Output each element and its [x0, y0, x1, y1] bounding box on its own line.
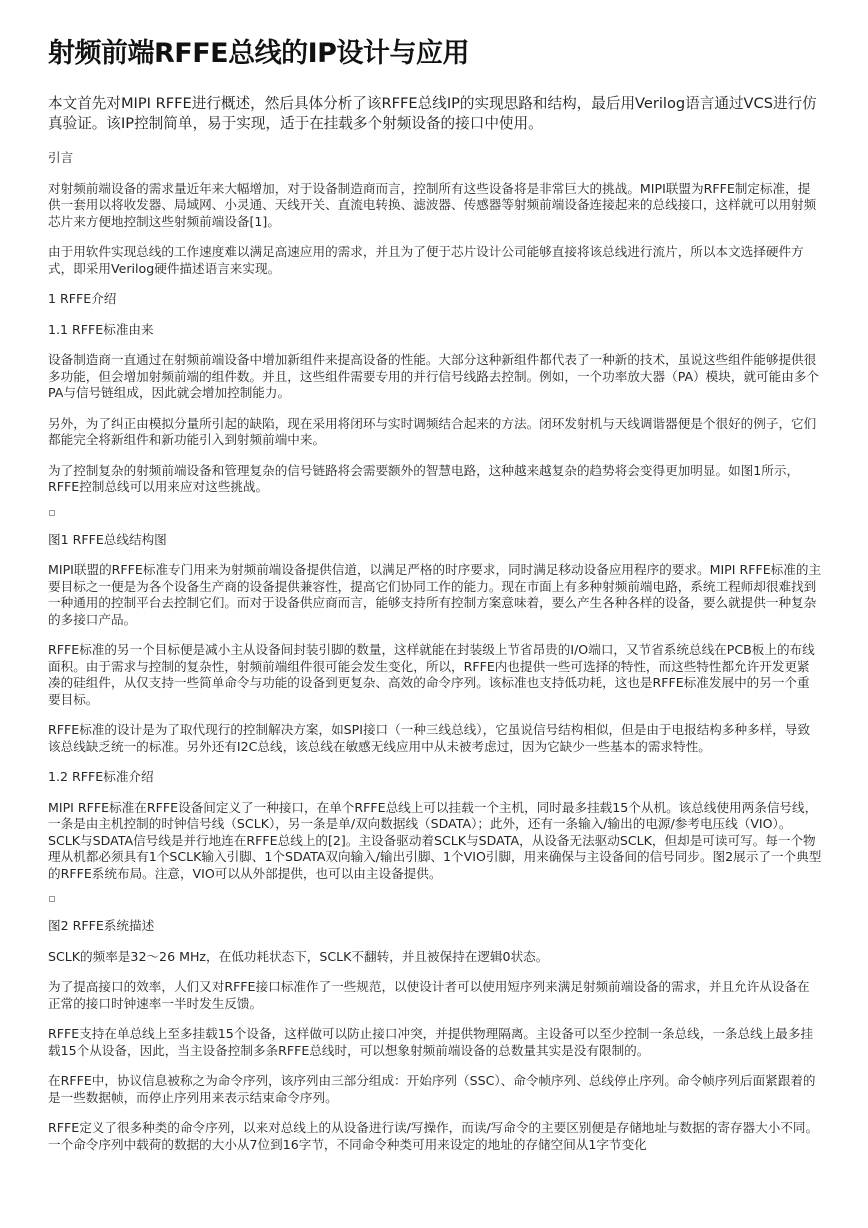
- body-paragraph: RFFE标准的设计是为了取代现行的控制解决方案，如SPI接口（一种三线总线），它虽说信号结构相似，但是由于电报结构多种多样，导致该总线缺乏统一的标准。另外还有I2C总线，该总线在敏感无线应用中从未被考虑过，因为它缺少一些基本的需求特性。: [48, 722, 811, 754]
- article-body: [48, 150, 822, 1153]
- body-paragraph: 另外，为了纠正由模拟分量所引起的缺陷，现在采用将闭环与实时调频结合起来的方法。闭环发射机与天线调谐器便是个很好的例子，它们都能完全将新组件和新功能引入到射频前端中来。: [48, 415, 817, 447]
- body-paragraph: 为了提高接口的效率，人们又对RFFE接口标准作了一些规范，以使设计者可以使用短序列来满足射频前端设备的需求，并且允许从设备在正常的接口时钟速率一半时发生反馈。: [48, 979, 810, 1011]
- section-heading: 图2 RFFE系统描述: [48, 918, 155, 933]
- section-heading: 1.2 RFFE标准介绍: [48, 769, 154, 784]
- body-paragraph: MIPI联盟的RFFE标准专门用来为射频前端设备提供信道，以满足严格的时序要求，同时满足移动设备应用程序的要求。MIPI RFFE标准的主要目标之一便是为各个设备生产商的设备提供兼容性，提高它们协同工作的能力。现在市面上有多种射频前端电路，系统工程师却很难找到一种通用的控制平台去控制它们。而对于设备供应商而言，能够支持所有控制方案意味着，要么产生各种各样的设备，要么就提供一种复杂的多接口产品。: [48, 562, 822, 627]
- body-paragraph: 对射频前端设备的需求量近年来大幅增加，对于设备制造商而言，控制所有这些设备将是非常巨大的挑战。MIPI联盟为RFFE制定标准，提供一套用以将收发器、局域网、小灵通、天线开关、直流电转换、滤波器、传感器等射频前端设备连接起来的总线接口，这样就可以用射频芯片来方便地控制这些射频前端设备[1]。: [48, 180, 817, 229]
- body-paragraph: RFFE定义了很多种类的命令序列，以来对总线上的从设备进行读/写操作，而读/写命令的主要区别便是存储地址与数据的寄存器大小不同。一个命令序列中载荷的数据的大小从7位到16字节，不同命令种类可用来设定的地址的存储空间从1字节变化: [48, 1120, 819, 1152]
- section-heading: 1.1 RFFE标准由来: [48, 321, 154, 337]
- section-heading: 图1 RFFE总线结构图: [48, 531, 167, 547]
- body-paragraph: 由于用软件实现总线的工作速度难以满足高速应用的需求，并且为了便于芯片设计公司能够直接将该总线进行流片，所以本文选择硬件方式，即采用Verilog硬件描述语言来实现。: [48, 244, 804, 276]
- section-heading: 引言: [48, 150, 74, 165]
- body-paragraph: 设备制造商一直通过在射频前端设备中增加新组件来提高设备的性能。大部分这种新组件都代表了一种新的技术，虽说这些组件能够提供很多功能，但会增加射频前端的组件数。并且，这些组件需要专用的并行信号线路去控制。例如，一个功率放大器（PA）模块，就可能由多个PA与信号链组成，因此就会增加控制能力。: [48, 352, 820, 400]
- body-paragraph: 在RFFE中，协议信息被称之为命令序列，该序列由三部分组成：开始序列（SSC）、命令帧序列、总线停止序列。命令帧序列后面紧跟着的是一些数据帧，而停止序列用来表示结束命令序列。: [48, 1073, 816, 1105]
- section-heading: 1 RFFE介绍: [48, 291, 117, 306]
- article-title: 射频前端RFFE总线的IP设计与应用: [48, 38, 469, 69]
- body-paragraph: MIPI RFFE标准在RFFE设备间定义了一种接口，在单个RFFE总线上可以挂载一个主机，同时最多挂载15个从机。该总线使用两条信号线，一条是由主机控制的时钟信号线（SCLK），另一条是单/双向数据线（SDATA）；此外，还有一条输入/输出的电源/参考电压线（VIO）。SCLK与SDATA信号线是并行地连在RFFE总线上的[2]。主设备驱动着SCLK与SDATA，从设备无法驱动SCLK，但却是可读可写。每一个物理从机都必须具有1个SCLK输入引脚、1个SDATA双向输入/输出引脚、1个VIO引脚，用来确保与主设备间的信号同步。图2展示了一个典型的RFFE系统布局。注意，VIO可以从外部提供，也可以由主设备提供。: [48, 799, 822, 881]
- body-paragraph: 为了控制复杂的射频前端设备和管理复杂的信号链路将会需要额外的智慧电路，这种越来越复杂的趋势将会变得更加明显。如图1所示，RFFE控制总线可以用来应对这些挑战。: [48, 462, 800, 494]
- figure-1-placeholder: [49, 510, 55, 516]
- article: [48, 34, 822, 1167]
- figure-2-placeholder: [49, 896, 55, 902]
- body-paragraph: RFFE标准的另一个目标便是减小主从设备间封装引脚的数量，这样就能在封装级上节省昂贵的I/O端口，又节省系统总线在PCB板上的布线面积。由于需求与控制的复杂性，射频前端组件很可能会发生变化，所以，RFFE内也提供一些可选择的特性，而这些特性都允许开发更紧凑的硅组件，从仅支持一些简单命令与功能的设备到更复杂、高效的命令序列。该标准也支持低功耗，这也是RFFE标准发展中的另一个重要目标。: [48, 642, 815, 707]
- body-paragraph: SCLK的频率是32～26 MHz，在低功耗状态下，SCLK不翻转，并且被保持在逻辑0状态。: [48, 948, 549, 964]
- article-abstract: 本文首先对MIPI RFFE进行概述，然后具体分析了该RFFE总线IP的实现思路和结构，最后用Verilog语言通过VCS进行仿真验证。该IP控制简单，易于实现，适于在挂载多个射频设备的接口中使用。: [48, 95, 817, 132]
- body-paragraph: RFFE支持在单总线上至多挂载15个设备，这样做可以防止接口冲突，并提供物理隔离。主设备可以至少控制一条总线，一条总线上最多挂载15个从设备，因此，当主设备控制多条RFFE总线时，可以想象射频前端设备的总数量其实是没有限制的。: [48, 1026, 814, 1058]
